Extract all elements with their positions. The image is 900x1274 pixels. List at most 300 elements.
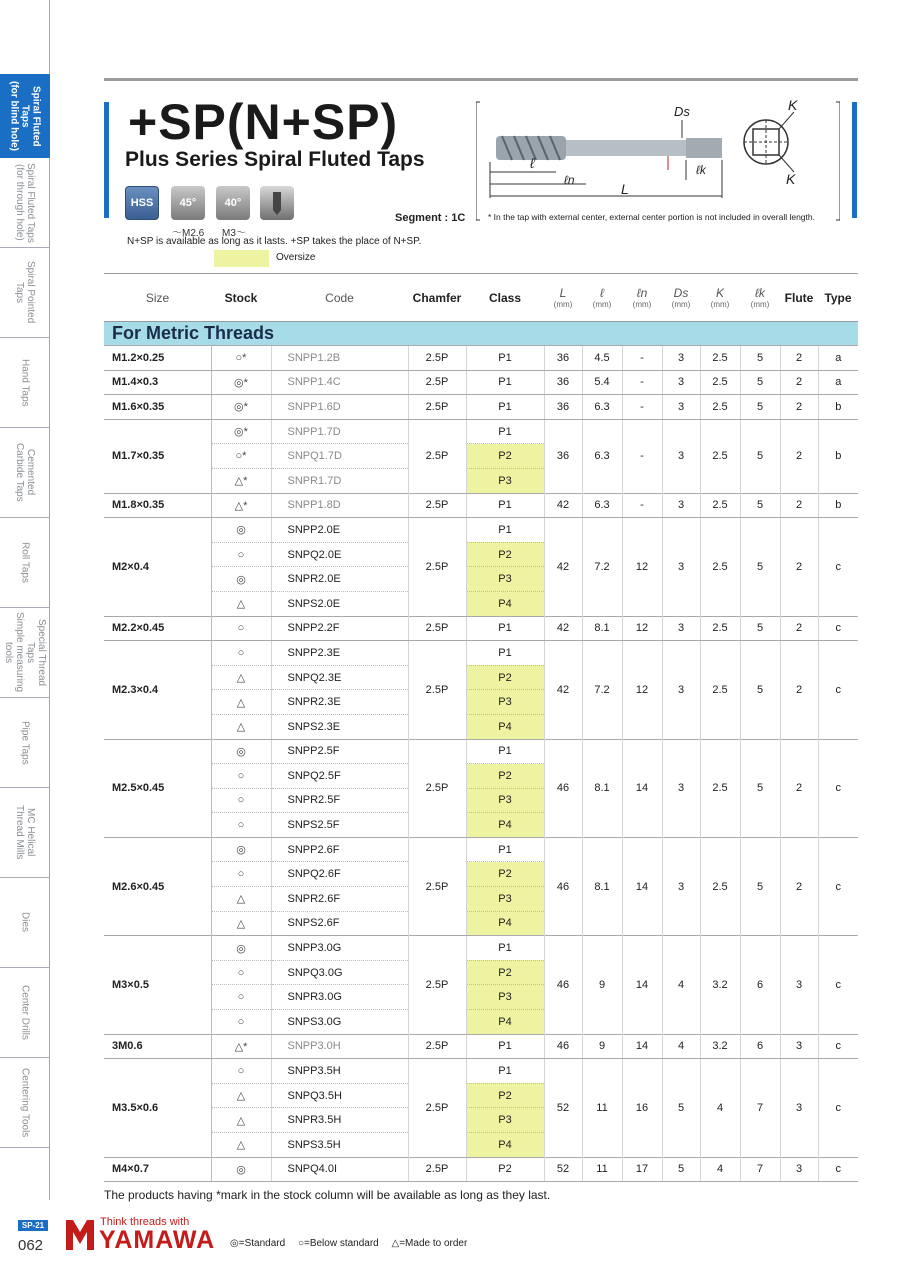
sidebar-tab-label: Spiral Fluted Taps (for blind hole) xyxy=(8,81,42,151)
legend-standard: ◎=Standard xyxy=(230,1238,286,1249)
col-stock: Stock xyxy=(211,274,271,322)
sidebar-tab[interactable] xyxy=(0,518,50,608)
flute-cell: 3 xyxy=(780,936,818,1034)
size-cell: M2.5×0.45 xyxy=(104,739,211,837)
code-cell: SNPR2.6F xyxy=(271,887,408,912)
code-cell: SNPP1.4C xyxy=(271,370,408,395)
class-cell: P1 xyxy=(466,936,544,961)
ln-cell: - xyxy=(622,346,662,371)
ln-cell: 14 xyxy=(622,1034,662,1059)
chamfer-cell: 2.5P xyxy=(408,1157,466,1182)
code-cell: SNPQ2.0E xyxy=(271,542,408,567)
size-cell: M1.2×0.25 xyxy=(104,346,211,371)
ln-cell: - xyxy=(622,395,662,420)
flute-cell: 3 xyxy=(780,1034,818,1059)
L-cell: 36 xyxy=(544,370,582,395)
K-cell: 2.5 xyxy=(700,616,740,641)
lk-cell: 5 xyxy=(740,370,780,395)
ds-cell: 3 xyxy=(662,493,700,518)
l-cell: 6.3 xyxy=(582,419,622,493)
code-cell: SNPS3.0G xyxy=(271,1010,408,1035)
K-cell: 2.5 xyxy=(700,837,740,935)
col-lk-unit: (mm) xyxy=(750,300,770,309)
sidebar-tab[interactable] xyxy=(0,1058,50,1148)
lk-cell: 6 xyxy=(740,936,780,1034)
stock-cell: ○ xyxy=(211,764,271,789)
L-cell: 36 xyxy=(544,346,582,371)
l-cell: 8.1 xyxy=(582,739,622,837)
flute-cell: 3 xyxy=(780,1059,818,1157)
code-cell: SNPP2.0E xyxy=(271,518,408,543)
size-cell: M3.5×0.6 xyxy=(104,1059,211,1157)
stock-cell: △ xyxy=(211,1133,271,1158)
chamfer-cell: 2.5P xyxy=(408,419,466,493)
K-cell: 2.5 xyxy=(700,739,740,837)
ln-cell: 16 xyxy=(622,1059,662,1157)
ln-cell: - xyxy=(622,370,662,395)
col-l xyxy=(582,274,622,322)
lk-cell: 5 xyxy=(740,395,780,420)
class-cell: P3 xyxy=(466,468,544,493)
col-ln xyxy=(622,274,662,322)
flute-icon xyxy=(260,186,294,220)
ln-cell: 12 xyxy=(622,616,662,641)
sidebar-tab-label: Centering Tools xyxy=(19,1067,31,1138)
lk-cell: 5 xyxy=(740,739,780,837)
col-K-label: K xyxy=(715,286,724,300)
l-cell: 8.1 xyxy=(582,837,622,935)
stock-cell: ○ xyxy=(211,813,271,838)
class-cell: P3 xyxy=(466,788,544,813)
stock-cell: △ xyxy=(211,665,271,690)
ds-cell: 3 xyxy=(662,739,700,837)
stock-cell: ◎ xyxy=(211,739,271,764)
ds-cell: 3 xyxy=(662,370,700,395)
spec-table xyxy=(104,273,858,1182)
type-cell: c xyxy=(818,641,858,739)
stock-cell: △ xyxy=(211,1083,271,1108)
flute-cell: 2 xyxy=(780,616,818,641)
L-cell: 42 xyxy=(544,518,582,616)
helix-40-badge: 40° xyxy=(216,186,250,220)
class-cell: P1 xyxy=(466,616,544,641)
K-cell: 3.2 xyxy=(700,936,740,1034)
l-cell: 7.2 xyxy=(582,518,622,616)
l-cell: 8.1 xyxy=(582,616,622,641)
class-cell: P1 xyxy=(466,395,544,420)
lk-cell: 6 xyxy=(740,1034,780,1059)
ds-cell: 3 xyxy=(662,346,700,371)
K-cell: 2.5 xyxy=(700,346,740,371)
col-ds-label: Ds xyxy=(673,286,689,300)
L-cell: 46 xyxy=(544,837,582,935)
legend-made-to-order: △=Made to order xyxy=(391,1238,468,1249)
code-cell: SNPP3.0H xyxy=(271,1034,408,1059)
col-ln-label: ℓn xyxy=(636,286,648,300)
table-row xyxy=(104,936,858,961)
sidebar-tab-label: Cemented Carbide Taps xyxy=(14,443,36,502)
type-cell: b xyxy=(818,395,858,420)
size-cell: M4×0.7 xyxy=(104,1157,211,1182)
L-cell: 42 xyxy=(544,493,582,518)
table-header xyxy=(104,274,858,322)
ds-cell: 3 xyxy=(662,641,700,739)
stock-cell: ○ xyxy=(211,960,271,985)
class-cell: P4 xyxy=(466,591,544,616)
sidebar-tab[interactable] xyxy=(0,428,50,518)
table-row xyxy=(104,346,858,371)
stock-cell: △ xyxy=(211,714,271,739)
class-cell: P1 xyxy=(466,346,544,371)
lk-cell: 7 xyxy=(740,1059,780,1157)
oversize-swatch xyxy=(214,250,269,267)
code-cell: SNPP3.0G xyxy=(271,936,408,961)
sidebar-tab[interactable] xyxy=(0,248,50,338)
flute-cell: 2 xyxy=(780,518,818,616)
size-cell: M2×0.4 xyxy=(104,518,211,616)
sidebar-tab-label: Spiral Fluted Taps (for through hole) xyxy=(14,162,36,243)
K-cell: 2.5 xyxy=(700,641,740,739)
ds-cell: 5 xyxy=(662,1059,700,1157)
ds-cell: 3 xyxy=(662,616,700,641)
badge-caption-1: 〜M2.6 xyxy=(172,228,205,239)
table-row xyxy=(104,1034,858,1059)
stock-cell: ◎ xyxy=(211,936,271,961)
code-cell: SNPQ4.0I xyxy=(271,1157,408,1182)
stock-cell: ○ xyxy=(211,1059,271,1084)
code-cell: SNPP1.2B xyxy=(271,346,408,371)
page-subtitle: Plus Series Spiral Fluted Taps xyxy=(125,148,425,171)
stock-cell: ◎* xyxy=(211,419,271,444)
lk-cell: 5 xyxy=(740,419,780,493)
code-cell: SNPR2.5F xyxy=(271,788,408,813)
l-cell: 6.3 xyxy=(582,493,622,518)
class-cell: P1 xyxy=(466,739,544,764)
ln-cell: 14 xyxy=(622,837,662,935)
l-cell: 11 xyxy=(582,1059,622,1157)
code-cell: SNPS2.6F xyxy=(271,911,408,936)
code-cell: SNPR1.7D xyxy=(271,468,408,493)
stock-cell: ◎* xyxy=(211,370,271,395)
l-cell: 11 xyxy=(582,1157,622,1182)
col-code: Code xyxy=(271,274,408,322)
class-cell: P3 xyxy=(466,690,544,715)
stock-cell: ◎ xyxy=(211,567,271,592)
diagram-label-lk: ℓk xyxy=(696,163,706,177)
stock-cell: ○ xyxy=(211,862,271,887)
code-cell: SNPR2.0E xyxy=(271,567,408,592)
chamfer-cell: 2.5P xyxy=(408,346,466,371)
l-cell: 5.4 xyxy=(582,370,622,395)
ln-cell: 12 xyxy=(622,518,662,616)
class-cell: P1 xyxy=(466,370,544,395)
class-cell: P2 xyxy=(466,665,544,690)
yamawa-logo-icon xyxy=(66,1216,94,1250)
class-cell: P2 xyxy=(466,1083,544,1108)
code-cell: SNPP2.3E xyxy=(271,641,408,666)
ln-cell: 17 xyxy=(622,1157,662,1182)
stock-cell: ◎ xyxy=(211,1157,271,1182)
class-cell: P3 xyxy=(466,1108,544,1133)
type-cell: c xyxy=(818,936,858,1034)
chamfer-cell: 2.5P xyxy=(408,518,466,616)
l-cell: 4.5 xyxy=(582,346,622,371)
type-cell: b xyxy=(818,493,858,518)
sidebar-tab[interactable] xyxy=(0,878,50,968)
ln-cell: 14 xyxy=(622,936,662,1034)
table-row xyxy=(104,419,858,444)
code-cell: SNPQ1.7D xyxy=(271,444,408,469)
section-row xyxy=(104,322,858,346)
sidebar-tab-label: Center Drills xyxy=(19,984,31,1040)
sidebar-tab-label: Spiral Pointed Taps xyxy=(14,261,36,324)
code-cell: SNPR2.3E xyxy=(271,690,408,715)
size-cell: M1.4×0.3 xyxy=(104,370,211,395)
stock-cell: △ xyxy=(211,887,271,912)
type-cell: c xyxy=(818,518,858,616)
code-cell: SNPQ2.6F xyxy=(271,862,408,887)
K-cell: 2.5 xyxy=(700,493,740,518)
chamfer-cell: 2.5P xyxy=(408,936,466,1034)
table-row xyxy=(104,1157,858,1182)
sidebar-tab-label: Roll Taps xyxy=(19,542,31,583)
chamfer-cell: 2.5P xyxy=(408,739,466,837)
type-cell: c xyxy=(818,739,858,837)
table-row xyxy=(104,518,858,543)
ds-cell: 3 xyxy=(662,419,700,493)
class-cell: P4 xyxy=(466,813,544,838)
code-cell: SNPP1.8D xyxy=(271,493,408,518)
l-cell: 9 xyxy=(582,936,622,1034)
size-cell: M1.8×0.35 xyxy=(104,493,211,518)
class-cell: P4 xyxy=(466,714,544,739)
lk-cell: 5 xyxy=(740,346,780,371)
col-L-label: L xyxy=(559,286,567,300)
sidebar-tab[interactable] xyxy=(0,158,50,248)
sidebar-tab[interactable] xyxy=(0,968,50,1058)
code-cell: SNPS2.3E xyxy=(271,714,408,739)
col-chamfer: Chamfer xyxy=(408,274,466,322)
sidebar-tab-label: Special Thread Taps Simple measuring tools xyxy=(3,612,47,693)
table-row xyxy=(104,395,858,420)
L-cell: 46 xyxy=(544,1034,582,1059)
stock-cell: △* xyxy=(211,468,271,493)
ds-cell: 4 xyxy=(662,936,700,1034)
code-cell: SNPP1.6D xyxy=(271,395,408,420)
stock-cell: △ xyxy=(211,911,271,936)
brand-name: YAMAWA xyxy=(99,1226,216,1254)
K-cell: 2.5 xyxy=(700,395,740,420)
col-flute: Flute xyxy=(780,274,818,322)
col-l-unit: (mm) xyxy=(592,300,612,309)
L-cell: 46 xyxy=(544,936,582,1034)
type-cell: c xyxy=(818,1059,858,1157)
hss-badge: HSS xyxy=(125,186,159,220)
type-cell: c xyxy=(818,1034,858,1059)
class-cell: P3 xyxy=(466,887,544,912)
page-code: SP-21 xyxy=(18,1220,48,1231)
code-cell: SNPQ2.3E xyxy=(271,665,408,690)
col-lk-label: ℓk xyxy=(755,286,765,300)
class-cell: P4 xyxy=(466,911,544,936)
stock-cell: △ xyxy=(211,1108,271,1133)
size-cell: M2.6×0.45 xyxy=(104,837,211,935)
type-cell: c xyxy=(818,616,858,641)
col-lk xyxy=(740,274,780,322)
lk-cell: 7 xyxy=(740,1157,780,1182)
col-L xyxy=(544,274,582,322)
flute-cell: 2 xyxy=(780,419,818,493)
K-cell: 4 xyxy=(700,1059,740,1157)
stock-cell: ○ xyxy=(211,616,271,641)
l-cell: 9 xyxy=(582,1034,622,1059)
table-row xyxy=(104,616,858,641)
L-cell: 46 xyxy=(544,739,582,837)
col-ds xyxy=(662,274,700,322)
helix-45-badge: 45° xyxy=(171,186,205,220)
col-ds-unit: (mm) xyxy=(671,300,691,309)
availability-note: N+SP is available as long as it lasts. +SP takes the place of N+SP. xyxy=(127,236,422,247)
code-cell: SNPP2.6F xyxy=(271,837,408,862)
class-cell: P1 xyxy=(466,1034,544,1059)
sidebar-tab[interactable] xyxy=(0,698,50,788)
col-l-label: ℓ xyxy=(600,286,604,300)
code-cell: SNPS2.5F xyxy=(271,813,408,838)
stock-cell: △ xyxy=(211,591,271,616)
size-cell: M2.2×0.45 xyxy=(104,616,211,641)
col-L-unit: (mm) xyxy=(553,300,573,309)
col-K xyxy=(700,274,740,322)
sidebar-tab-label: Hand Taps xyxy=(19,358,31,407)
class-cell: P2 xyxy=(466,764,544,789)
sidebar-tab[interactable] xyxy=(0,788,50,878)
chamfer-cell: 2.5P xyxy=(408,1059,466,1157)
sidebar-tab[interactable] xyxy=(0,338,50,428)
class-cell: P3 xyxy=(466,567,544,592)
ds-cell: 3 xyxy=(662,395,700,420)
stock-cell: ◎ xyxy=(211,518,271,543)
stock-cell: ◎* xyxy=(211,395,271,420)
code-cell: SNPQ3.0G xyxy=(271,960,408,985)
ds-cell: 5 xyxy=(662,1157,700,1182)
lk-cell: 5 xyxy=(740,616,780,641)
oversize-label: Oversize xyxy=(276,252,316,263)
ln-cell: 14 xyxy=(622,739,662,837)
size-cell: M3×0.5 xyxy=(104,936,211,1034)
ds-cell: 3 xyxy=(662,518,700,616)
type-cell: a xyxy=(818,370,858,395)
stock-cell: ◎ xyxy=(211,837,271,862)
stock-footnote: The products having *mark in the stock column will be available as long as they last. xyxy=(104,1188,551,1202)
class-cell: P2 xyxy=(466,444,544,469)
size-cell: M1.7×0.35 xyxy=(104,419,211,493)
flute-cell: 2 xyxy=(780,493,818,518)
chamfer-cell: 2.5P xyxy=(408,616,466,641)
diagram-label-k-bottom: K xyxy=(786,171,796,187)
col-K-unit: (mm) xyxy=(710,300,730,309)
type-cell: b xyxy=(818,419,858,493)
brand-tagline: Think threads with xyxy=(100,1216,190,1228)
table-row xyxy=(104,1059,858,1084)
flute-cell: 2 xyxy=(780,370,818,395)
diagram-label-k-top: K xyxy=(788,100,798,113)
ln-cell: - xyxy=(622,419,662,493)
tap-dimension-diagram xyxy=(476,100,840,225)
L-cell: 52 xyxy=(544,1157,582,1182)
chamfer-cell: 2.5P xyxy=(408,641,466,739)
class-cell: P1 xyxy=(466,419,544,444)
code-cell: SNPP2.2F xyxy=(271,616,408,641)
flute-cell: 2 xyxy=(780,346,818,371)
col-ln-unit: (mm) xyxy=(632,300,652,309)
diagram-note: * In the tap with external center, external center portion is not included in overall length. xyxy=(488,212,815,222)
lk-cell: 5 xyxy=(740,493,780,518)
chamfer-cell: 2.5P xyxy=(408,493,466,518)
size-cell: M2.3×0.4 xyxy=(104,641,211,739)
code-cell: SNPS3.5H xyxy=(271,1133,408,1158)
code-cell: SNPQ2.5F xyxy=(271,764,408,789)
l-cell: 7.2 xyxy=(582,641,622,739)
code-cell: SNPR3.5H xyxy=(271,1108,408,1133)
code-cell: SNPP1.7D xyxy=(271,419,408,444)
K-cell: 2.5 xyxy=(700,518,740,616)
table-row xyxy=(104,493,858,518)
tap-square xyxy=(686,138,722,158)
stock-cell: ○ xyxy=(211,542,271,567)
K-cell: 4 xyxy=(700,1157,740,1182)
sidebar-tab[interactable] xyxy=(0,608,50,698)
sidebar-tab-label: MC Helical Thread Mills xyxy=(14,805,36,860)
class-cell: P4 xyxy=(466,1133,544,1158)
stock-cell: ○ xyxy=(211,985,271,1010)
code-cell: SNPP3.5H xyxy=(271,1059,408,1084)
type-cell: c xyxy=(818,837,858,935)
ds-cell: 3 xyxy=(662,837,700,935)
code-cell: SNPR3.0G xyxy=(271,985,408,1010)
sidebar-tab[interactable] xyxy=(0,74,50,158)
sidebar-tab-label: Dies xyxy=(19,912,31,933)
stock-cell: △* xyxy=(211,1034,271,1059)
flute-cell: 2 xyxy=(780,739,818,837)
code-cell: SNPQ3.5H xyxy=(271,1083,408,1108)
class-cell: P2 xyxy=(466,960,544,985)
badge-caption-2: M3〜 xyxy=(222,228,246,239)
flute-cell: 2 xyxy=(780,837,818,935)
stock-cell: ○ xyxy=(211,788,271,813)
col-size: Size xyxy=(104,274,211,322)
stock-cell: △ xyxy=(211,690,271,715)
class-cell: P1 xyxy=(466,837,544,862)
stock-cell: ○* xyxy=(211,444,271,469)
page-number: 062 xyxy=(18,1237,44,1254)
class-cell: P1 xyxy=(466,641,544,666)
chamfer-cell: 2.5P xyxy=(408,370,466,395)
table-row xyxy=(104,370,858,395)
chamfer-cell: 2.5P xyxy=(408,395,466,420)
right-accent-bar xyxy=(852,102,857,218)
chamfer-cell: 2.5P xyxy=(408,837,466,935)
class-cell: P1 xyxy=(466,518,544,543)
L-cell: 36 xyxy=(544,395,582,420)
col-type: Type xyxy=(818,274,858,322)
stock-cell: △* xyxy=(211,493,271,518)
page-title: +SP(N+SP) xyxy=(128,94,399,150)
class-cell: P2 xyxy=(466,1157,544,1182)
top-rule xyxy=(104,78,858,81)
size-cell: M1.6×0.35 xyxy=(104,395,211,420)
class-cell: P3 xyxy=(466,985,544,1010)
L-cell: 36 xyxy=(544,419,582,493)
